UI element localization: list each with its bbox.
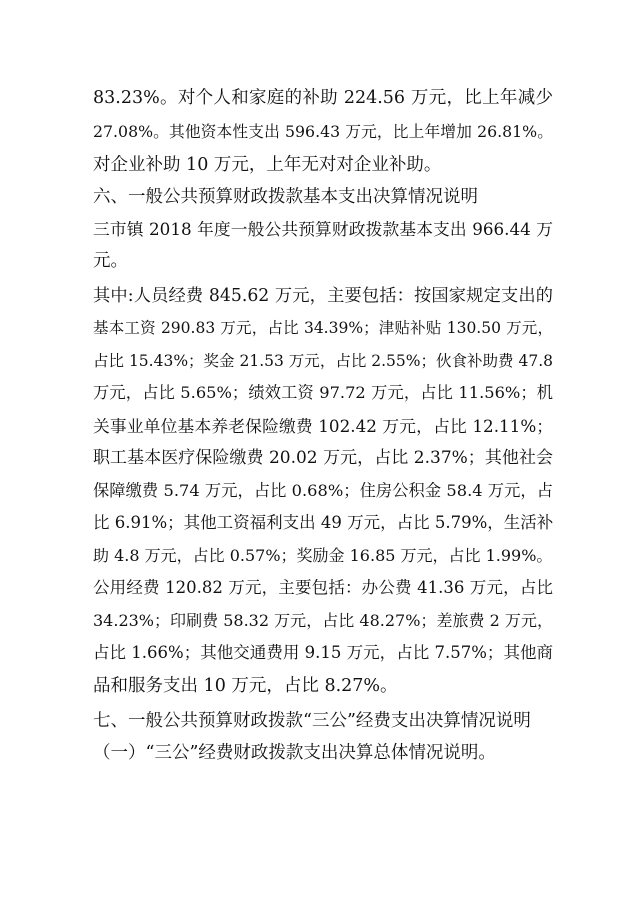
section-heading: 七、一般公共预算财政拨款“三公”经费支出决算情况说明 <box>93 711 531 731</box>
text-line: 助 4.8 万元，占比 0.57%；奖励金 16.85 万元，占比 1.99%。 <box>93 546 553 565</box>
text-line: 占比 1.66%；其他交通费用 9.15 万元，占比 7.57%；其他商 <box>93 643 553 662</box>
text-line: 83.23%。对个人和家庭的补助 224.56 万元，比上年减少 <box>93 88 553 108</box>
text-line: 基本工资 290.83 万元，占比 34.39%；津贴补贴 130.50 万元， <box>93 319 553 337</box>
text-line: 关事业单位基本养老保险缴费 102.42 万元，占比 12.11%； <box>93 416 553 436</box>
text-line: 万元，占比 5.65%；绩效工资 97.72 万元，占比 11.56%；机 <box>93 383 553 402</box>
text-line: 34.23%；印刷费 58.32 万元，占比 48.27%；差旅费 2 万元， <box>93 611 553 630</box>
text-line: 职工基本医疗保险缴费 20.02 万元，占比 2.37%；其他社会 <box>93 448 553 468</box>
text-line: 保障缴费 5.74 万元，占比 0.68%；住房公积金 58.4 万元，占 <box>93 481 553 500</box>
text-line: 占比 15.43%；奖金 21.53 万元，占比 2.55%；伙食补助费 47.8 <box>93 352 553 370</box>
text-line: 比 6.91%；其他工资福利支出 49 万元，占比 5.79%，生活补 <box>93 513 554 532</box>
section-heading: 六、一般公共预算财政拨款基本支出决算情况说明 <box>93 187 478 207</box>
text-line: 27.08%。其他资本性支出 596.43 万元，比上年增加 26.81%。 <box>93 122 553 141</box>
text-line: 元。 <box>93 251 128 271</box>
text-line: 对企业补助 10 万元，上年无对对企业补助。 <box>93 155 442 175</box>
text-line: 品和服务支出 10 万元，占比 8.27%。 <box>93 676 398 696</box>
text-line: 三市镇 2018 年度一般公共预算财政拨款基本支出 966.44 万 <box>93 219 553 239</box>
text-line: 公用经费 120.82 万元，主要包括：办公费 41.36 万元，占比 <box>93 578 553 597</box>
subsection-heading: （一）“三公”经费财政拨款支出决算总体情况说明。 <box>93 743 496 763</box>
text-line: 其中:人员经费 845.62 万元，主要包括：按国家规定支出的 <box>93 286 553 306</box>
